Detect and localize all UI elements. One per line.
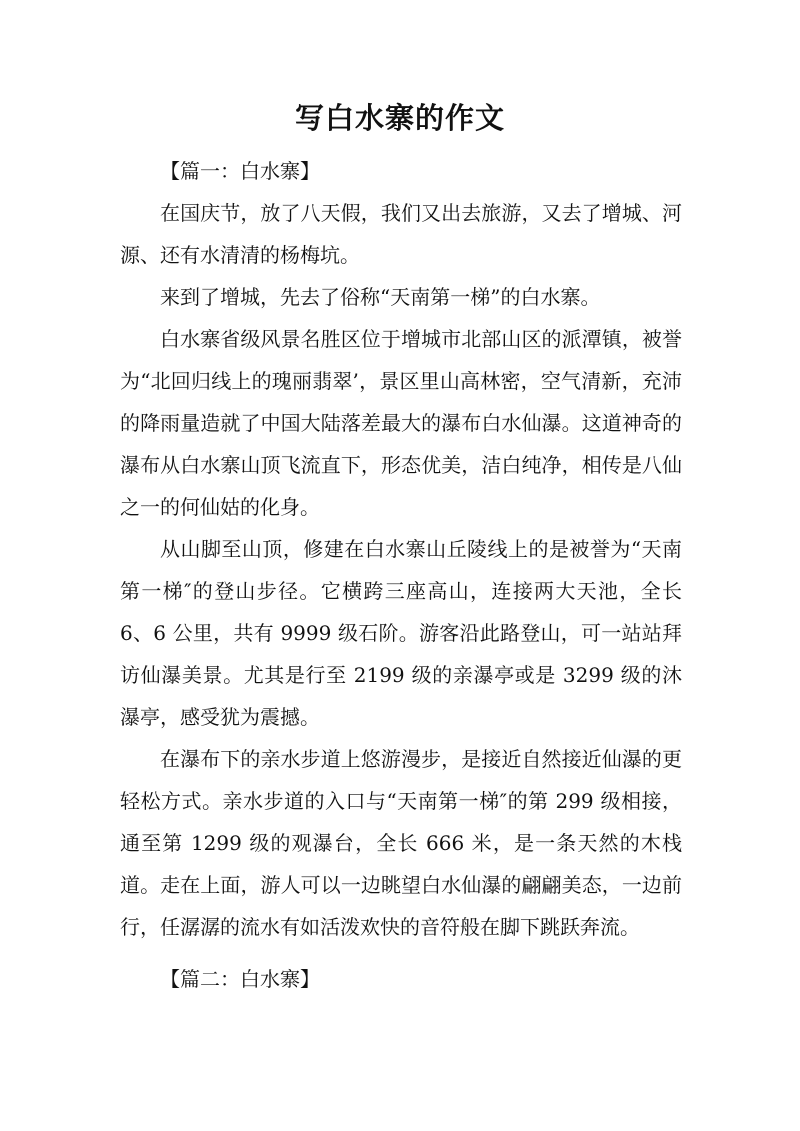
paragraph-spacer (120, 948, 682, 958)
document-body (120, 150, 682, 1000)
paragraph: 在瀑布下的亲水步道上悠游漫步，是接近自然接近仙瀑的更轻松方式。亲水步道的入口与“天南第一梯″的第 299 级相接，通至第 1299 级的观瀑台，全长 666 米，是一条天然的木栈道。走在上面，游人可以一边眺望白水仙瀑的翩翩美态，一边前行，任潺潺的流水有如活泼欢快的音符般在脚下跳跃奔流。 (120, 747, 682, 939)
paragraph: 来到了增城，先去了俗称“天南第一梯”的白水寨。 (160, 285, 601, 309)
paragraph: 白水寨省级风景名胜区位于增城市北部山区的派潭镇，被誉为“北回归线上的瑰丽翡翠’，景区里山高林密，空气清新，充沛的降雨量造就了中国大陆落差最大的瀑布白水仙瀑。这道神奇的瀑布从白水寨山顶飞流直下，形态优美，洁白纯净，相传是八仙之一的何仙姑的化身。 (120, 327, 682, 519)
paragraph: 在国庆节，放了八天假，我们又出去旅游，又去了增城、河源、还有水清清的杨梅坑。 (120, 201, 682, 267)
section-heading: 【篇二：白水寨】 (160, 967, 320, 991)
document-title: 写白水寨的作文 (294, 101, 505, 135)
paragraph: 从山脚至山顶，修建在白水寨山丘陵线上的是被誉为“天南第一梯″的登山步径。它横跨三座高山，连接两大天池，全长 6、6 公里，共有 9999 级石阶。游客沿此路登山，可一站站拜访仙瀑美景。尤其是行至 2199 级的亲瀑亭或是 3299 级的沐瀑亭，感受犹为震撼。 (120, 537, 682, 729)
section-heading: 【篇一：白水寨】 (160, 159, 320, 183)
